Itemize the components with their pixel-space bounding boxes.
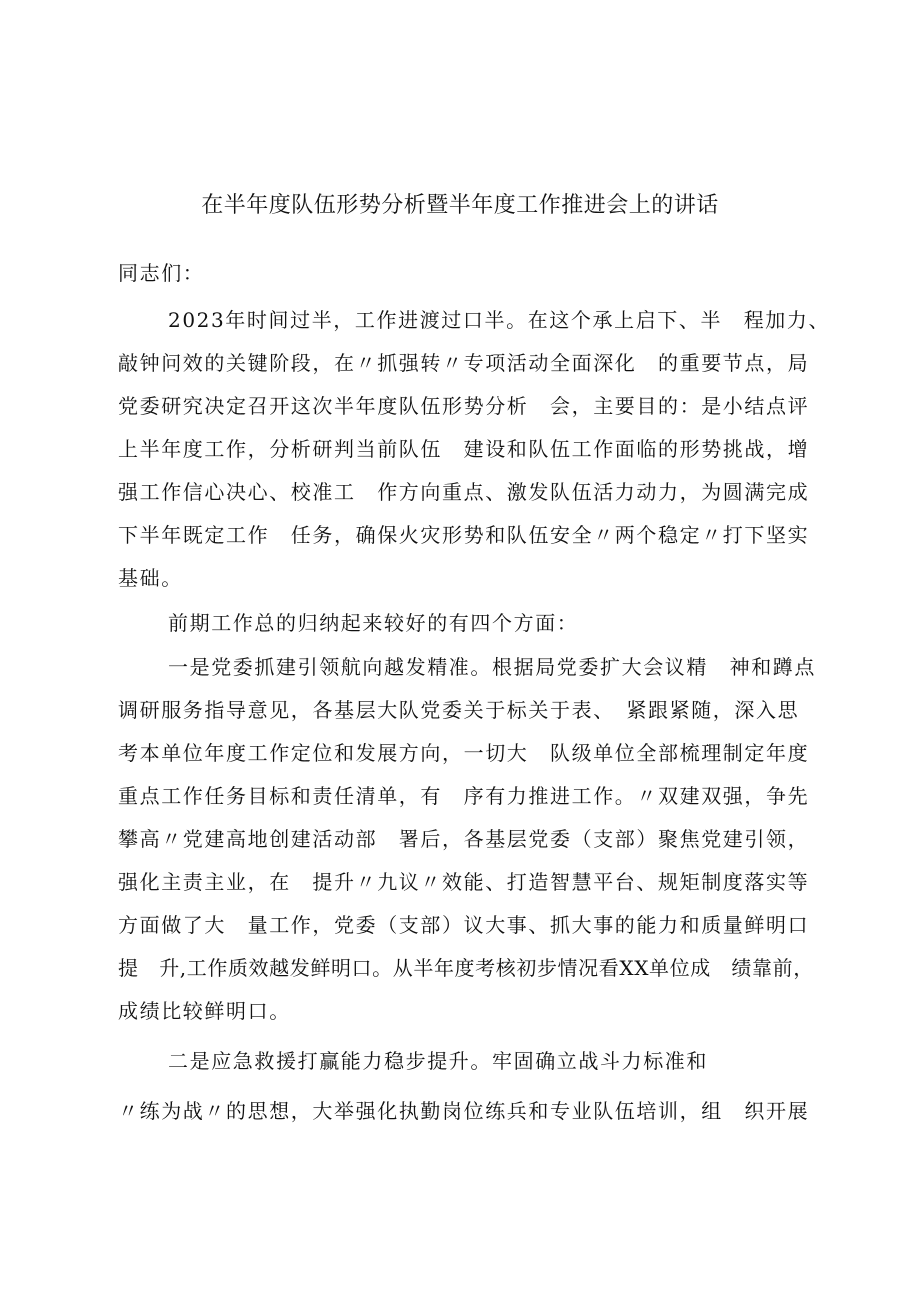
document-title: 在半年度队伍形势分析暨半年度工作推进会上的讲话 — [201, 193, 719, 218]
text-line: 〃练为战〃的思想，大举强化执勤岗位练兵和专业队伍培训，组 织开展 — [118, 1099, 810, 1123]
text-line: 敲钟问效的关键阶段，在〃抓强转〃专项活动全面深化 的重要节点，局 — [118, 351, 810, 375]
text-line: 党委研究决定召开这次半年度队伍形势分析 会，主要目的：是小结点评 — [118, 394, 810, 418]
text-line: 提 升,工作质效越发鲜明口。从半年度考核初步情况看XX单位成 绩靠前， — [118, 956, 814, 980]
text-line: 重点工作任务目标和责任清单，有 序有力推进工作。〃双建双强，争先 — [118, 784, 810, 808]
text-line: 强工作信心决心、校准工 作方向重点、激发队伍活力动力，为圆满完成 — [118, 480, 810, 504]
text-line: 攀高〃党建高地创建活动部 署后，各基层党委（支部）聚焦党建引领， — [118, 827, 810, 851]
text-line: 2023年时间过半，工作进渡过口半。在这个承上启下、半 程加力、 — [168, 308, 831, 332]
text-line: 二是应急救援打赢能力稳步提升。牢固确立战斗力标准和 — [168, 1049, 708, 1073]
text-line: 调研服务指导意见，各基层大队党委关于标关于表、 紧跟紧随，深入思 — [118, 698, 800, 722]
text-line: 成绩比较鲜明口。 — [118, 999, 291, 1023]
text-line: 上半年度工作，分析研判当前队伍 建设和队伍工作面临的形势挑战，增 — [118, 437, 810, 461]
salutation: 同志们： — [118, 261, 205, 285]
text-line: 考本单位年度工作定位和发展方向，一切大 队级单位全部梳理制定年度 — [118, 741, 810, 765]
text-line: 强化主责主业，在 提升〃九议〃效能、打造智慧平台、规矩制度落实等 — [118, 870, 810, 894]
text-line: 方面做了大 量工作，党委（支部）议大事、抓大事的能力和质量鲜明口 — [118, 913, 810, 937]
text-line: 基础。 — [118, 566, 183, 590]
text-line: 下半年既定工作 任务，确保火灾形势和队伍安全〃两个稳定〃打下坚实 — [118, 523, 810, 547]
text-line: 一是党委抓建引领航向越发精准。根据局党委扩大会议精 神和蹲点 — [168, 655, 816, 679]
text-line: 前期工作总的归纳起来较好的有四个方面： — [168, 611, 579, 635]
